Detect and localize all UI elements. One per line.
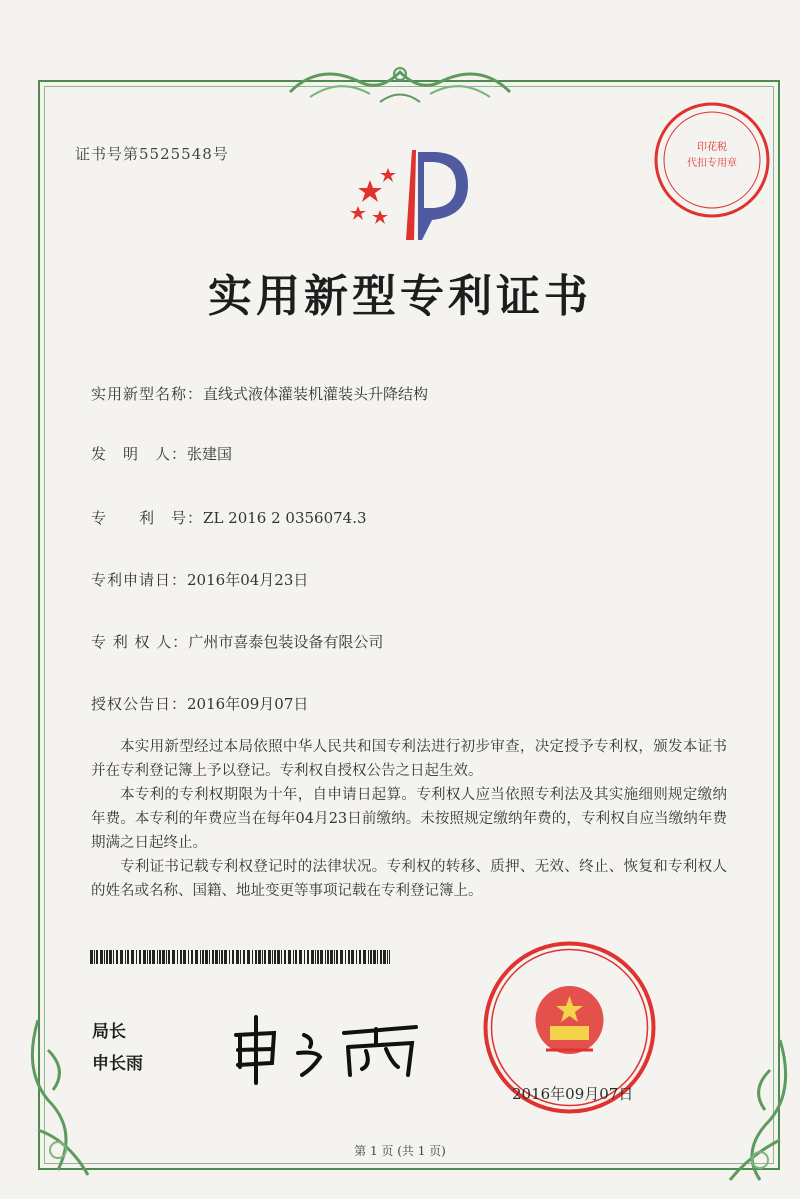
top-ornament-icon [280,52,520,112]
field-patent-number [91,507,367,528]
field-value: 广州市喜泰包装设备有限公司 [188,633,384,651]
field-label: 专利申请日： [91,571,188,589]
body-paragraph: 本专利的专利权期限为十年，自申请日起算。专利权人应当依照专利法及其实施细则规定缴纳年费。本专利的年费应当在每年04月23日前缴纳。未按照规定缴纳年费的，专利权自应当缴纳年费期满之日起终止。 [91,787,727,851]
svg-text:印花税: 印花税 [697,142,727,153]
svg-text:代扣专用章: 代扣专用章 [687,158,737,169]
field-value: 直线式液体灌装机灌装头升降结构 [203,385,429,403]
small-seal-icon [652,100,772,220]
certificate-body [91,735,727,903]
page-number: 第 1 页 (共 1 页) [354,1144,446,1158]
field-label: 实用新型名称： [91,385,204,403]
field-value: 2016年09月07日 [187,695,309,713]
body-paragraph: 专利证书记载专利权登记时的法律状况。专利权的转移、质押、无效、终止、恢复和专利权人的姓名或名称、国籍、地址变更等事项记载在专利登记簿上。 [91,859,727,899]
field-value: 2016年04月23日 [187,571,309,589]
director-name: 申长雨 [92,1054,143,1074]
field-label: 专 利 权 人： [91,633,189,651]
patent-office-logo-icon [340,140,480,250]
corner-ornament-icon [690,1030,800,1190]
field-grant-date [91,693,308,714]
field-utility-model-name [91,383,428,404]
field-value: 张建国 [187,445,233,463]
certificate-title: 实用新型专利证书 [208,271,592,322]
body-paragraph: 本实用新型经过本局依照中华人民共和国专利法进行初步审查，决定授予专利权，颁发本证书并在专利登记簿上予以登记。专利权自授权公告之日起生效。 [91,739,727,779]
field-label: 授权公告日： [91,695,188,713]
field-label: 专 利 号： [91,509,204,527]
director-title: 局长 [92,1022,126,1042]
field-inventor [91,443,232,464]
certificate-number: 证书号第5525548号 [75,145,229,163]
field-patentee [91,631,383,652]
field-value: ZL 2016 2 0356074.3 [203,509,367,527]
signature-icon [226,995,426,1085]
field-filing-date [91,569,308,590]
barcode-icon [90,950,390,964]
seal-date: 2016年09月07日 [512,1085,634,1103]
field-label: 发 明 人： [91,445,188,463]
